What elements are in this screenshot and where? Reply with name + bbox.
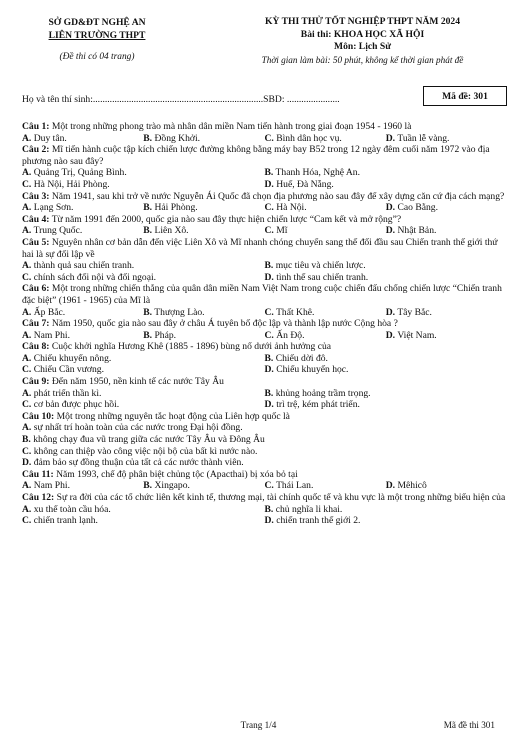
option-text: Tuần lễ vàng. bbox=[397, 132, 450, 144]
option-letter: C. bbox=[264, 202, 274, 214]
answer-options bbox=[22, 480, 507, 492]
answer-options bbox=[22, 260, 507, 283]
option-letter: D. bbox=[385, 306, 396, 318]
option-text: mục tiêu và chiến lược. bbox=[275, 260, 366, 272]
option-text: Bình dân học vụ. bbox=[276, 132, 342, 144]
question-list bbox=[22, 121, 507, 527]
option-letter: D. bbox=[264, 364, 274, 376]
answer-option bbox=[22, 457, 507, 469]
option-text: Thanh Hóa, Nghệ An. bbox=[275, 167, 361, 179]
answer-option bbox=[22, 364, 265, 376]
option-letter: B. bbox=[143, 132, 153, 144]
answer-option bbox=[143, 133, 264, 145]
question-stem bbox=[22, 121, 507, 133]
option-text: chiến tranh thế giới 2. bbox=[276, 515, 361, 527]
option-text: tình thế sau chiến tranh. bbox=[276, 271, 369, 283]
question-stem bbox=[22, 214, 507, 226]
answer-option bbox=[386, 133, 507, 145]
answer-options bbox=[22, 167, 507, 190]
option-letter: A. bbox=[22, 329, 32, 341]
question-text: Đến năm 1950, nền kinh tế các nước Tây Âu bbox=[51, 376, 224, 388]
answer-option bbox=[22, 307, 143, 319]
answer-option bbox=[22, 133, 143, 145]
answer-option bbox=[265, 179, 508, 191]
question bbox=[22, 318, 507, 341]
option-letter: D. bbox=[385, 329, 396, 341]
header-right bbox=[220, 16, 505, 66]
option-text: Huế, Đà Nẵng. bbox=[276, 178, 334, 190]
question-stem bbox=[22, 469, 507, 481]
option-letter: B. bbox=[264, 167, 274, 179]
option-text: chủ nghĩa li khai. bbox=[275, 503, 343, 515]
option-letter: D. bbox=[385, 202, 396, 214]
option-text: khủng hoảng trầm trọng. bbox=[275, 387, 371, 399]
answer-option bbox=[265, 480, 386, 492]
question-stem bbox=[22, 237, 507, 260]
option-text: Nhật Bản. bbox=[397, 225, 437, 237]
answer-option bbox=[143, 480, 264, 492]
answer-option bbox=[22, 515, 265, 527]
option-text: đảm bảo sự đồng thuận của tất cả các nước thành viên. bbox=[33, 457, 244, 469]
answer-option bbox=[22, 179, 265, 191]
question-stem bbox=[22, 191, 507, 203]
option-text: Việt Nam. bbox=[397, 329, 437, 341]
answer-option bbox=[22, 399, 265, 411]
header-left bbox=[22, 16, 172, 64]
answer-options bbox=[22, 388, 507, 411]
question-number: Câu 6: bbox=[22, 283, 50, 295]
option-letter: D. bbox=[385, 480, 396, 492]
option-text: Pháp. bbox=[154, 329, 177, 341]
option-letter: B. bbox=[143, 329, 153, 341]
exam-code-box: Mã đề: 301 bbox=[423, 86, 507, 106]
option-letter: D. bbox=[264, 515, 274, 527]
question-stem bbox=[22, 144, 507, 167]
option-letter: A. bbox=[22, 260, 32, 272]
answer-option bbox=[22, 272, 265, 284]
option-text: Thất Khê. bbox=[276, 306, 315, 318]
option-letter: C. bbox=[22, 364, 32, 376]
answer-option bbox=[386, 202, 507, 214]
option-letter: A. bbox=[22, 422, 32, 434]
answer-option bbox=[265, 260, 508, 272]
question-number: Câu 7: bbox=[22, 318, 50, 330]
option-letter: A. bbox=[22, 480, 32, 492]
answer-option bbox=[265, 399, 508, 411]
option-text: Thượng Lào. bbox=[154, 306, 205, 318]
question bbox=[22, 191, 507, 214]
question bbox=[22, 121, 507, 144]
question-stem bbox=[22, 376, 507, 388]
question-number: Câu 2: bbox=[22, 144, 50, 156]
option-letter: B. bbox=[264, 260, 274, 272]
question-text: Một trong những chiến thắng của quân dân miền Nam Việt Nam trong cuộc chiến đấu chống chiến lược “Chiến tranh đặc biệt” (1961 - 1965) của Mĩ là bbox=[22, 283, 502, 306]
answer-option bbox=[386, 307, 507, 319]
option-letter: A. bbox=[22, 202, 32, 214]
option-letter: B. bbox=[143, 225, 153, 237]
option-letter: A. bbox=[22, 132, 32, 144]
answer-option bbox=[265, 515, 508, 527]
option-letter: C. bbox=[264, 480, 274, 492]
question-text: Một trong những phong trào mà nhân dân miền Nam tiến hành trong giai đoạn 1954 - 1960 là bbox=[51, 121, 412, 132]
option-letter: C. bbox=[264, 329, 274, 341]
question-text: Sự ra đời của các tổ chức liên kết kinh tế, thương mại, tài chính quốc tế và khu vực là một trong những biểu hiện của bbox=[56, 492, 506, 503]
question-number: Câu 4: bbox=[22, 213, 50, 225]
answer-option bbox=[22, 260, 265, 272]
question-number: Câu 12: bbox=[22, 492, 55, 503]
exam-time: Thời gian làm bài: 50 phút, không kể thời gian phát đề bbox=[261, 54, 464, 65]
answer-options bbox=[22, 422, 507, 468]
answer-options bbox=[22, 202, 507, 214]
option-text: Nam Phi. bbox=[33, 480, 70, 492]
answer-option bbox=[265, 307, 386, 319]
answer-option bbox=[386, 225, 507, 237]
answer-option bbox=[386, 330, 507, 342]
question-number: Câu 10: bbox=[22, 410, 55, 422]
option-letter: C. bbox=[264, 132, 274, 144]
option-text: Đồng Khởi. bbox=[154, 132, 201, 144]
option-text: xu thế toàn cầu hóa. bbox=[33, 503, 111, 515]
option-letter: C. bbox=[22, 178, 32, 190]
answer-option bbox=[265, 504, 508, 516]
option-text: Chiếu khuyến học. bbox=[276, 364, 349, 376]
answer-option bbox=[22, 167, 265, 179]
option-text: Duy tân. bbox=[33, 132, 67, 144]
option-text: Liên Xô. bbox=[154, 225, 189, 237]
option-text: Mĩ bbox=[276, 225, 288, 237]
question-stem bbox=[22, 318, 507, 330]
answer-option bbox=[22, 422, 507, 434]
question-text: Nguyên nhân cơ bản dẫn đến việc Liên Xô và Mĩ nhanh chóng chuyển sang thế đối đầu sau Chiến tranh thế giới thứ hai là sự đối lập về bbox=[22, 236, 498, 260]
option-text: Xingapo. bbox=[154, 480, 190, 492]
answer-option bbox=[22, 202, 143, 214]
exam-part: Bài thi: KHOA HỌC XÃ HỘI bbox=[300, 28, 425, 40]
page-number: Trang 1/4 bbox=[240, 720, 277, 730]
option-text: sự nhất trí hoàn toàn của các nước trong Đại hội đồng. bbox=[33, 422, 243, 434]
question bbox=[22, 469, 507, 492]
option-text: Quảng Trị, Quảng Bình. bbox=[33, 167, 127, 179]
question-text: Mĩ tiến hành cuộc tập kích chiến lược đường không bằng máy bay B52 trong 12 ngày đêm cuối năm 1972 vào địa phương nào sau đây? bbox=[22, 144, 490, 167]
question-text: Cuộc khởi nghĩa Hương Khê (1885 - 1896) bùng nổ dưới ảnh hưởng của bbox=[51, 341, 332, 353]
option-text: cơ bản được phục hồi. bbox=[33, 399, 120, 411]
option-letter: B. bbox=[264, 352, 274, 364]
question bbox=[22, 341, 507, 376]
question-text: Năm 1950, quốc gia nào sau đây ở châu Á tuyên bố độc lập và thành lập nước Cộng hòa ? bbox=[51, 318, 398, 330]
option-letter: C. bbox=[22, 399, 32, 411]
answer-option bbox=[265, 364, 508, 376]
answer-option bbox=[22, 225, 143, 237]
option-text: Ấp Bắc. bbox=[33, 306, 66, 318]
option-text: thành quả sau chiến tranh. bbox=[33, 260, 135, 272]
answer-option bbox=[265, 133, 386, 145]
question-number: Câu 3: bbox=[22, 190, 50, 202]
option-text: Hải Phòng. bbox=[154, 202, 198, 214]
option-letter: A. bbox=[22, 387, 32, 399]
option-letter: B. bbox=[264, 503, 274, 515]
option-letter: B. bbox=[143, 202, 153, 214]
option-letter: A. bbox=[22, 306, 32, 318]
answer-option bbox=[265, 388, 508, 400]
option-letter: D. bbox=[264, 399, 274, 411]
question bbox=[22, 237, 507, 283]
question-number: Câu 1: bbox=[22, 121, 50, 132]
subject: Môn: Lịch Sử bbox=[334, 41, 391, 52]
question-text: Năm 1993, chế độ phân biệt chủng tộc (Apacthai) bị xóa bỏ tại bbox=[56, 468, 298, 480]
question-text: Một trong những nguyên tắc hoạt động của Liên hợp quốc là bbox=[56, 410, 290, 422]
question-number: Câu 9: bbox=[22, 376, 50, 388]
answer-option bbox=[22, 330, 143, 342]
option-letter: A. bbox=[22, 503, 32, 515]
option-letter: D. bbox=[385, 132, 396, 144]
candidate-line: Họ và tên thí sinh:.......................................................................SBD: ...................... bbox=[22, 94, 340, 105]
option-letter: C. bbox=[22, 515, 32, 527]
option-text: Ấn Độ. bbox=[276, 329, 305, 341]
question bbox=[22, 376, 507, 411]
option-letter: B. bbox=[264, 387, 274, 399]
option-letter: B. bbox=[143, 306, 153, 318]
answer-options bbox=[22, 504, 507, 527]
option-letter: D. bbox=[22, 457, 32, 469]
answer-option bbox=[265, 353, 508, 365]
answer-option bbox=[143, 225, 264, 237]
answer-option bbox=[22, 434, 507, 446]
option-text: không can thiệp vào công việc nội bộ của bất kì nước nào. bbox=[33, 445, 258, 457]
question-text: Năm 1941, sau khi trở về nước Nguyễn Ái Quốc đã chọn địa phương nào sau đây để xây dựng căn cứ địa cách mạng? bbox=[51, 190, 505, 202]
question-stem bbox=[22, 341, 507, 353]
option-letter: C. bbox=[264, 225, 274, 237]
question bbox=[22, 492, 507, 527]
question-number: Câu 5: bbox=[22, 236, 50, 248]
footer-exam-code: Mã đề thi 301 bbox=[443, 720, 495, 730]
option-letter: D. bbox=[385, 225, 396, 237]
answer-option bbox=[22, 504, 265, 516]
option-text: Trung Quốc. bbox=[33, 225, 83, 237]
answer-option bbox=[143, 307, 264, 319]
option-text: Chiếu dời đô. bbox=[275, 352, 328, 364]
question bbox=[22, 214, 507, 237]
option-letter: D. bbox=[264, 271, 274, 283]
option-text: Cao Bằng. bbox=[397, 202, 438, 214]
option-text: Hà Nội, Hải Phòng. bbox=[33, 178, 110, 190]
option-letter: A. bbox=[22, 352, 32, 364]
option-letter: B. bbox=[22, 434, 31, 446]
question-text: Từ năm 1991 đến 2000, quốc gia nào sau đây thực hiện chiến lược “Cam kết và mở rộng”? bbox=[51, 213, 402, 225]
option-text: Mêhicô bbox=[397, 480, 427, 492]
option-text: Hà Nội. bbox=[276, 202, 307, 214]
answer-options bbox=[22, 133, 507, 145]
question bbox=[22, 283, 507, 318]
option-text: Lạng Sơn. bbox=[33, 202, 74, 214]
answer-option bbox=[265, 330, 386, 342]
question-stem bbox=[22, 492, 507, 504]
option-letter: B. bbox=[143, 480, 153, 492]
answer-option bbox=[22, 480, 143, 492]
option-letter: A. bbox=[22, 225, 32, 237]
answer-option bbox=[265, 225, 386, 237]
option-letter: D. bbox=[264, 178, 274, 190]
pages-note: (Đề thi có 04 trang) bbox=[59, 52, 135, 62]
answer-option bbox=[386, 480, 507, 492]
option-letter: A. bbox=[22, 167, 32, 179]
answer-option bbox=[22, 446, 507, 458]
answer-option bbox=[143, 202, 264, 214]
question-number: Câu 11: bbox=[22, 468, 54, 480]
school-name: LIÊN TRƯỜNG THPT bbox=[48, 30, 146, 41]
option-text: Nam Phi. bbox=[33, 329, 70, 341]
option-text: Thái Lan. bbox=[276, 480, 314, 492]
answer-options bbox=[22, 307, 507, 319]
question-stem bbox=[22, 411, 507, 423]
option-text: chiến tranh lạnh. bbox=[33, 515, 98, 527]
option-text: trì trệ, kém phát triển. bbox=[276, 399, 360, 411]
answer-option bbox=[265, 272, 508, 284]
answer-options bbox=[22, 330, 507, 342]
answer-option bbox=[22, 353, 265, 365]
question-stem bbox=[22, 283, 507, 306]
option-text: Chiếu khuyến nông. bbox=[33, 352, 112, 364]
answer-options bbox=[22, 353, 507, 376]
option-text: chính sách đối nội và đối ngoại. bbox=[33, 271, 157, 283]
option-letter: C. bbox=[22, 271, 32, 283]
option-text: không chạy đua vũ trang giữa các nước Tây Âu và Đông Âu bbox=[33, 434, 265, 446]
option-letter: C. bbox=[22, 445, 32, 457]
answer-option bbox=[22, 388, 265, 400]
answer-option bbox=[143, 330, 264, 342]
question-number: Câu 8: bbox=[22, 341, 50, 353]
answer-option bbox=[265, 167, 508, 179]
department-name: SỞ GD&ĐT NGHỆ AN bbox=[48, 17, 146, 28]
question bbox=[22, 144, 507, 190]
exam-title: KỲ THI THỬ TỐT NGHIỆP THPT NĂM 2024 bbox=[264, 16, 461, 27]
option-letter: C. bbox=[264, 306, 274, 318]
option-text: phát triển thần kì. bbox=[33, 387, 102, 399]
answer-option bbox=[265, 202, 386, 214]
option-text: Chiếu Cần vương. bbox=[33, 364, 104, 376]
option-text: Tây Bắc. bbox=[397, 306, 432, 318]
answer-options bbox=[22, 225, 507, 237]
question bbox=[22, 411, 507, 469]
